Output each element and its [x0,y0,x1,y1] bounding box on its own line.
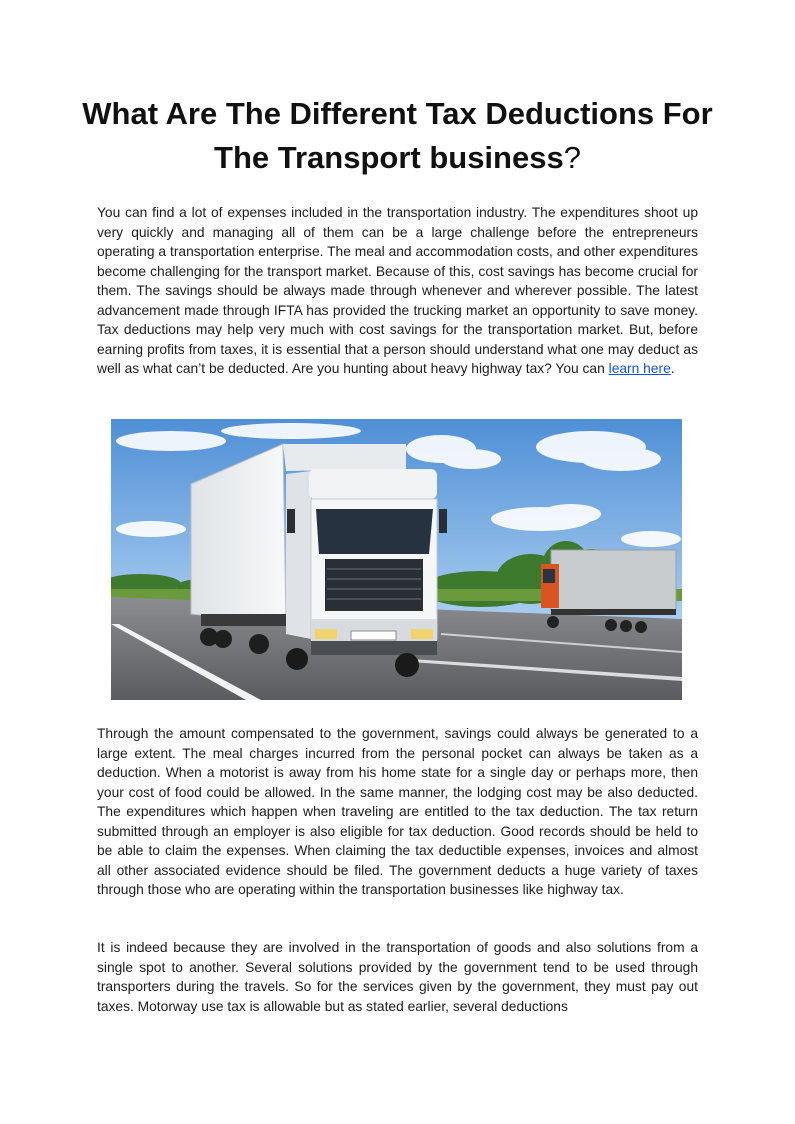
white-truck [191,444,447,677]
paragraph-intro-text: You can find a lot of expenses included in the transportation industry. The expenditures shoot up very quickly and managing all of them can be a large challenge before the entrepreneurs operating a transportation enterprise. The meal and accommodation costs, and other expenditures become challenging for the transport market. Because of this, cost savings has become crucial for them. The savings should be always made through whenever and wherever possible. The latest advancement made through IFTA has provided the trucking market an opportunity to save money. Tax deductions may help very much with cost savings for the transportation market. But, before earning profits from taxes, it is essential that a person should understand what one may deduct as well as what can’t be deducted. Are you hunting about heavy highway tax? You can [97,205,698,376]
title-bold-text: What Are The Different Tax Deductions For The Transport business [82,96,713,175]
page-title [60,92,735,180]
paragraph-savings: Through the amount compensated to the government, savings could always be generated to a large extent. The meal charges incurred from the personal pocket can always be taken as a deduction. When a motorist is away from his home state for a single day or perhaps more, then your cost of food could be allowed. In the same manner, the lodging cost may be also deducted. The expenditures which happen when traveling are entitled to the tax deduction. The tax return submitted through an employer is also eligible for tax deduction. Good records should be held to be able to claim the expenses. When claiming the tax deductible expenses, invoices and almost all other associated evidence should be filed. The government deducts a huge variety of taxes through those who are operating within the transportation businesses like highway tax. [97,726,698,897]
title-question-mark: ? [563,140,581,175]
paragraph-intro-end: . [670,361,675,376]
learn-here-link[interactable]: learn here [608,361,671,376]
paragraph-intro [97,203,698,379]
paragraph-transport-goods: It is indeed because they are involved in the transportation of goods and also solutions from a single spot to another. Several solutions provided by the government tend to be used through transporters during the travels. So for the services given by the government, they must pay out taxes. Motorway use tax is allowable but as stated earlier, several deductions [97,940,698,1014]
truck-highway-photo [111,419,682,700]
